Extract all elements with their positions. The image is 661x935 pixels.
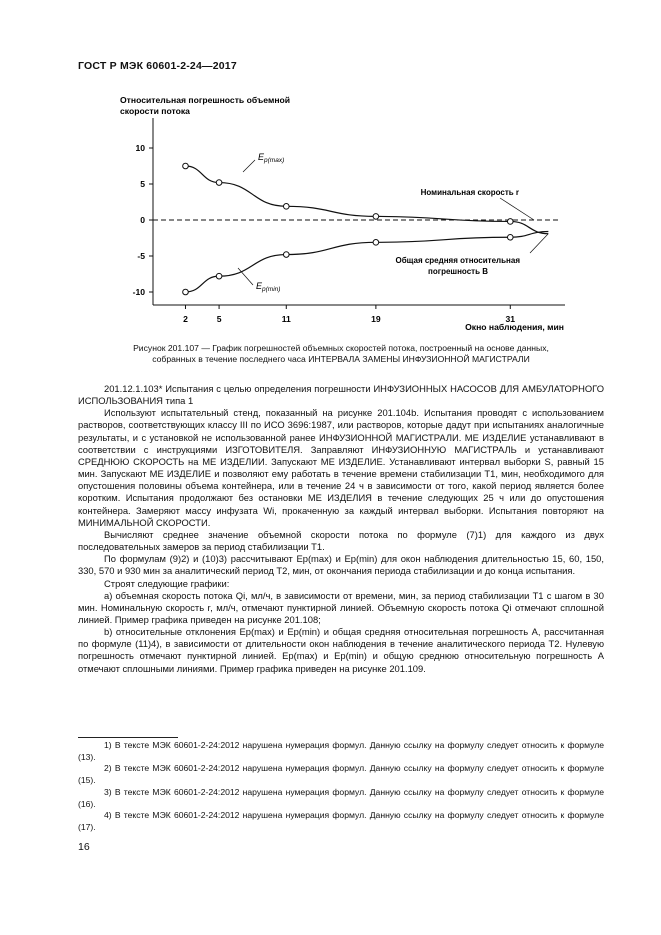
paragraph-6: а) объемная скорость потока Qi, мл/ч, в зависимости от времени, мин, за период стабилизации T1 с шагом в 30 мин. Номинальную скорость r, мл/ч, отмечают пунктирной линией. Объемную скорость потока Qi отмечают сплошной линией. Пример графика приведен на рисунке 201.108; xyxy=(78,589,604,625)
avg-error-label-line2: погрешность B xyxy=(428,267,488,276)
page-number: 16 xyxy=(78,841,90,853)
x-tick-label: 5 xyxy=(216,314,222,324)
caption-line-2: собранных в течение последнего часа ИНТЕРВАЛА ЗАМЕНЫ ИНФУЗИОННОЙ МАГИСТРАЛИ xyxy=(152,354,530,364)
y-tick-label: 0 xyxy=(140,215,145,225)
ep-max-leader xyxy=(243,160,255,172)
avg-leader xyxy=(530,234,548,253)
y-axis-label-line1: Относительная погрешность объемной xyxy=(120,95,291,105)
caption-line-1: Рисунок 201.107 — График погрешностей объемных скоростей потока, построенный на основе данных, xyxy=(133,343,549,353)
paragraph-4: По формулам (9)2) и (10)3) рассчитывают Ep(max) и Ep(min) для окон наблюдения длительностью 15, 60, 150, 330, 570 и 930 мин за аналитический период T2, мин, от окончания периода стабилизации и до конца испытания. xyxy=(78,553,604,577)
nominal-rate-label: Номинальная скорость r xyxy=(420,188,519,197)
ep-min-point xyxy=(507,234,513,240)
x-tick-label: 11 xyxy=(281,314,291,324)
y-tick-label: 5 xyxy=(140,179,145,189)
paragraph-1: 201.12.1.103* Испытания с целью определения погрешности ИНФУЗИОННЫХ НАСОСОВ ДЛЯ АМБУЛАТОРНОГО ИСПОЛЬЗОВАНИЯ типа 1 xyxy=(78,383,604,407)
footnote-2: 2) В тексте МЭК 60601-2-24:2012 нарушена нумерация формул. Данную ссылку на формулу следует относить к формуле (15). xyxy=(78,763,604,786)
ep-min-point xyxy=(373,240,379,246)
nominal-leader xyxy=(500,198,534,220)
ep-min-point xyxy=(183,289,189,295)
paragraph-2: Используют испытательный стенд, показанный на рисунке 201.104b. Испытания проводят с использованием растворов, соответствующих классу III по ИСО 3696:1987, или растворов, которые дадут при испытаниях аналогичные результаты, и с установкой не использованной ранее ИНФУЗИОННОЙ МАГИСТРАЛИ. МЕ ИЗДЕЛИЕ устанавливают в соответствии с инструкциями ИЗГОТОВИТЕЛЯ. Заправляют ИНФУЗИОННУЮ МАГИСТРАЛЬ и устанавливают СРЕДНЮЮ СКОРОСТЬ на МЕ ИЗДЕЛИИ. Запускают МЕ ИЗДЕЛИЕ. Устанавливают интервал выборки S, равный 15 мин. Запускают МЕ ИЗДЕЛИЕ и позволяют ему работать в течение времени стабилизации T1, мин, необходимого для опустошения половины объема контейнера, или в течение 24 ч в зависимости от того, какой период является более коротким. Испытания продолжают без остановки МЕ ИЗДЕЛИЯ в течение следующих 25 ч или до опустошения контейнера. Замеряют массу инфузата Wi, прокаченную за каждый интервал выборки. Испытания повторяют на МИНИМАЛЬНОЙ СКОРОСТИ. xyxy=(78,407,604,528)
ep-max-point xyxy=(507,219,513,225)
x-axis-label: Окно наблюдения, мин xyxy=(465,322,564,332)
ep-min-point xyxy=(216,273,222,279)
document-header: ГОСТ Р МЭК 60601-2-24—2017 xyxy=(78,60,237,72)
ep-max-point xyxy=(373,214,379,220)
ep-max-point xyxy=(283,204,289,210)
y-tick-label: 10 xyxy=(135,143,145,153)
x-tick-label: 31 xyxy=(505,314,516,324)
ep-min-point xyxy=(283,252,289,258)
y-tick-label: -5 xyxy=(137,251,145,261)
ep-max-point xyxy=(183,163,189,169)
body-text xyxy=(78,383,604,675)
y-axis-label-line2: скорости потока xyxy=(120,106,190,116)
footnote-divider xyxy=(78,737,178,738)
x-tick-label: 2 xyxy=(183,314,188,324)
ep-max-label: $E_{p(max)}$ xyxy=(258,152,285,164)
footnote-4: 4) В тексте МЭК 60601-2-24:2012 нарушена нумерация формул. Данную ссылку на формулу следует относить к формуле (17). xyxy=(78,810,604,832)
ep-min-leader xyxy=(238,268,253,285)
paragraph-3: Вычисляют среднее значение объемной скорости потока по формуле (7)1) для каждого из двух последовательных замеров за период стабилизации T1. xyxy=(78,528,604,553)
y-tick-label: -10 xyxy=(132,287,145,297)
paragraph-7: b) относительные отклонения Ep(max) и Ep(min) и общая средняя относительная погрешность A, рассчитанная по формуле (11)4), в зависимости от длительности окон наблюдения в течение аналитического периода T2. Нулевую погрешность отмечают пунктирной линией. Ep(max) и Ep(min) и общую среднюю относительную погрешность A отмечают сплошными линиями. Пример графика приведен на рисунке 201.109. xyxy=(78,626,604,674)
footnote-1: 1) В тексте МЭК 60601-2-24:2012 нарушена нумерация формул. Данную ссылку на формулу следует относить к формуле (13). xyxy=(78,740,604,762)
x-tick-label: 19 xyxy=(371,314,381,324)
error-chart xyxy=(0,0,661,340)
ep-max-point xyxy=(216,180,222,186)
figure-caption xyxy=(78,343,604,365)
paragraph-5: Строят следующие графики: xyxy=(104,577,230,589)
avg-error-label-line1: Общая средняя относительная xyxy=(395,256,520,265)
footnotes xyxy=(78,740,604,834)
ep-max-curve xyxy=(185,166,548,234)
ep-min-label: $E_{p(min)}$ xyxy=(256,281,281,293)
footnote-3: 3) В тексте МЭК 60601-2-24:2012 нарушена нумерация формул. Данную ссылку на формулу следует относить к формуле (16). xyxy=(78,786,604,809)
